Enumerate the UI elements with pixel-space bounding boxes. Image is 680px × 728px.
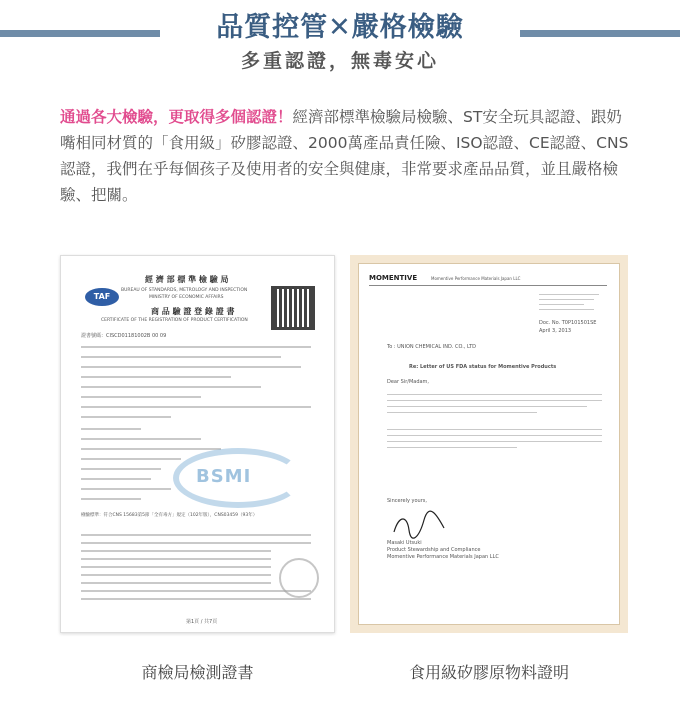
header <box>0 0 680 92</box>
letter-closing: Sincerely yours, <box>387 498 427 504</box>
taf-logo: TAF <box>85 288 119 306</box>
certificate-agency-name: 經 濟 部 標 準 檢 驗 局 <box>145 274 229 284</box>
certificate-seal <box>279 558 319 598</box>
letter-signer-company: Momentive Performance Materials Japan LLC <box>387 554 499 560</box>
intro-highlight: 通過各大檢驗，更取得多個認證！ <box>60 108 293 126</box>
certificate-number: 證書號碼：CISCD01181002B 00 09 <box>81 333 167 339</box>
letter-signer: Masaki Utsuki <box>387 540 422 546</box>
certificate-title-en: CERTIFICATE OF THE REGISTRATION OF PRODUCT CERTIFICATION <box>101 318 248 323</box>
certificate-title: 商 品 驗 證 登 錄 證 書 <box>151 306 235 316</box>
letter-recipient: To : UNION CHEMICAL IND. CO., LTD <box>387 344 476 350</box>
caption-bsmi-certificate: 商檢局檢測證書 <box>141 663 254 682</box>
letter-date: April 3, 2013 <box>539 328 572 334</box>
qr-code-icon <box>271 286 315 330</box>
letter-subject: Re: Letter of US FDA status for Momentive Products <box>409 364 557 370</box>
certificate-page-footer: 第1頁 / 共7頁 <box>186 619 218 625</box>
momentive-logo: MOMENTIVE <box>369 274 418 282</box>
caption-fda-letter: 食用級矽膠原物料證明 <box>408 663 569 682</box>
certificate-agency-en: BUREAU OF STANDARDS, METROLOGY AND INSPECTION <box>121 288 248 293</box>
letterhead-divider <box>369 285 607 286</box>
fda-letter-paper <box>358 263 620 625</box>
page-subtitle: 多重認證，無毒安心 <box>240 50 439 72</box>
letter-signer-title: Product Stewardship and Compliance <box>387 547 481 553</box>
certificate-standard: 檢驗標準：符合CNS 15683第5節「全有毒方」規定（102年版），CNS03459（93年） <box>81 513 258 518</box>
bsmi-watermark: BSMI <box>196 466 252 487</box>
certificate-ministry-en: MINISTRY OF ECONOMIC AFFAIRS <box>149 295 224 300</box>
fda-letter-image <box>350 255 628 633</box>
letter-doc-number: Doc. No. T0P101501SE <box>539 320 597 326</box>
intro-paragraph <box>60 104 630 208</box>
letter-company-line: Momentive Performance Materials Japan LLC <box>431 276 521 281</box>
intro-body: 經濟部標準檢驗局檢驗、ST安全玩具認證、跟奶嘴相同材質的「食用級」矽膠認證、2000萬產品責任險、ISO認證、CE認證、CNS認證，我們在乎每個孩子及使用者的安全與健康，非常要求產品品質，並且嚴格檢驗、把關。 <box>60 108 629 204</box>
letter-greeting: Dear Sir/Madam, <box>387 379 430 385</box>
page-title: 品質控管✕嚴格檢驗 <box>216 12 464 43</box>
bsmi-certificate-image <box>60 255 335 633</box>
signature-icon <box>389 510 449 540</box>
